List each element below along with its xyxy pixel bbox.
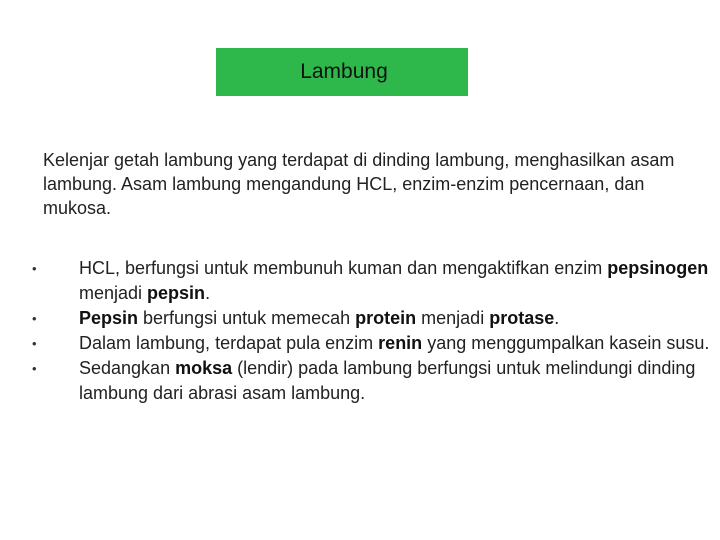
bullet-marker: • <box>32 261 37 276</box>
bullet-list <box>30 256 710 406</box>
bullet-text: (lendir) pada lambung berfungsi untuk melindungi dinding lambung dari abrasi asam lambung. <box>79 358 696 403</box>
bullet-item-pepsin <box>30 306 710 331</box>
bullet-item-moksa <box>30 356 710 406</box>
bullet-text: . <box>205 283 211 303</box>
bold-term: protase <box>489 308 555 328</box>
bold-term: pepsin <box>147 283 206 303</box>
bold-term: protein <box>355 308 417 328</box>
bullet-text: HCL, berfungsi untuk membunuh kuman dan mengaktifkan enzim <box>79 258 608 278</box>
bullet-item-hcl <box>30 256 710 306</box>
bullet-item-renin <box>30 331 710 356</box>
bullet-text: . <box>554 308 560 328</box>
bold-term: pepsinogen <box>607 258 709 278</box>
bold-term: moksa <box>175 358 233 378</box>
title-box <box>216 48 468 96</box>
bullet-text: menjadi <box>416 308 490 328</box>
bullet-text: Sedangkan <box>79 358 176 378</box>
slide-title: Lambung <box>300 60 388 83</box>
intro-paragraph: Kelenjar getah lambung yang terdapat di dinding lambung, menghasilkan asam lambung. Asam lambung mengandung HCL, enzim-enzim pencernaan, dan mukosa. <box>43 150 675 218</box>
bullet-marker: • <box>32 361 37 376</box>
bullet-marker: • <box>32 336 37 351</box>
bullet-text: Dalam lambung, terdapat pula enzim <box>79 333 379 353</box>
bullet-marker: • <box>32 311 37 326</box>
bold-term: Pepsin <box>79 308 139 328</box>
bullet-text: yang menggumpalkan kasein susu. <box>422 333 710 353</box>
bold-term: renin <box>378 333 423 353</box>
bullet-text: menjadi <box>79 283 148 303</box>
bullet-text: berfungsi untuk memecah <box>138 308 356 328</box>
